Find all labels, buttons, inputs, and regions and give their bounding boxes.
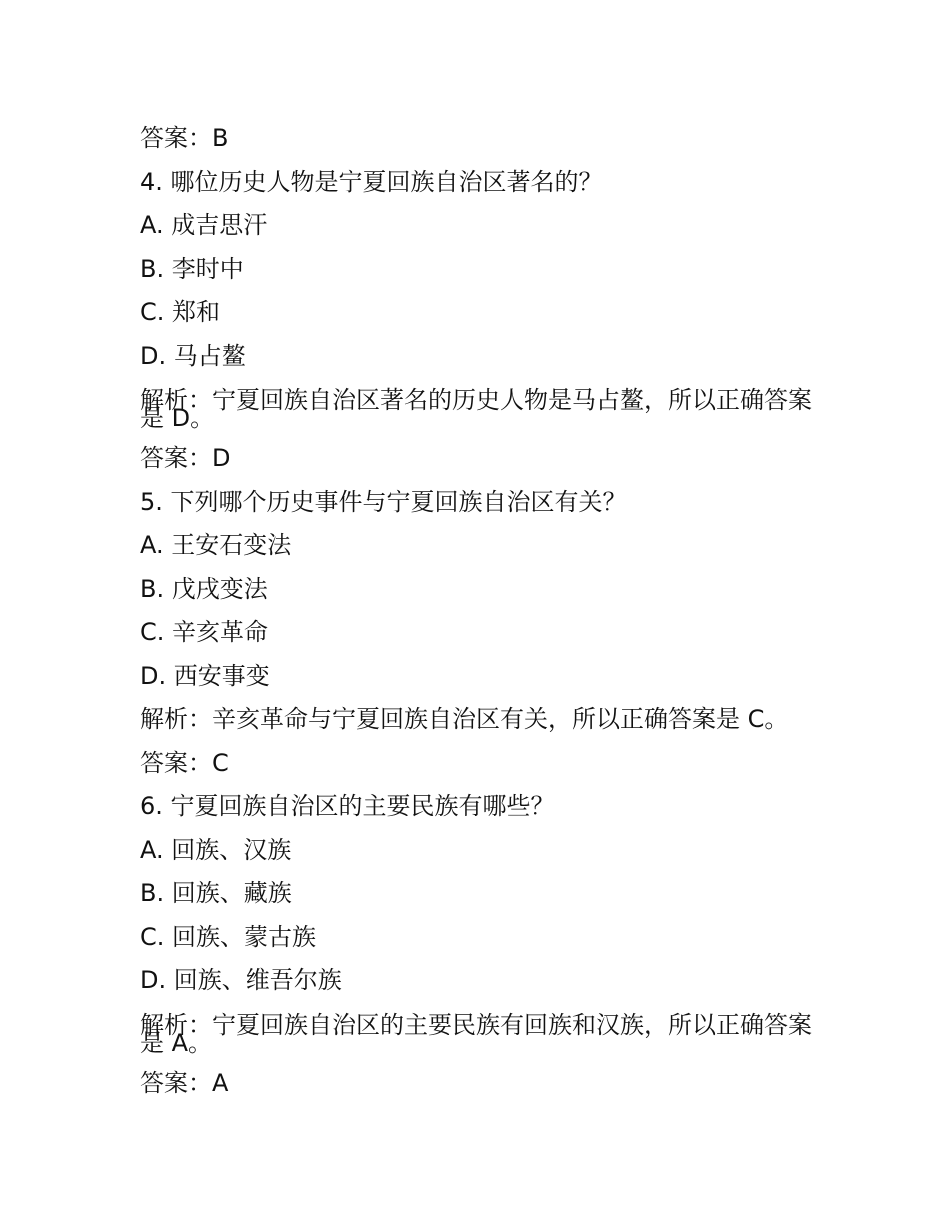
analysis-paragraph: 解析：宁夏回族自治区的主要民族有回族和汉族，所以正确答案是 A。: [140, 1010, 812, 1057]
option-line: D. 马占鳌: [140, 341, 246, 370]
option-line: A. 成吉思汗: [140, 211, 268, 239]
option-line: D. 回族、维吾尔族: [140, 966, 342, 994]
option-line: A. 回族、汉族: [140, 835, 292, 864]
option-line: B. 李时中: [140, 254, 244, 283]
answer-line: 答案：A: [140, 1068, 229, 1097]
analysis-line: 解析：辛亥革命与宁夏回族自治区有关，所以正确答案是 C。: [140, 705, 789, 733]
answer-line: 答案：D: [140, 444, 231, 472]
option-line: C. 辛亥革命: [140, 618, 269, 646]
option-line: B. 回族、藏族: [140, 879, 292, 907]
option-line: B. 戊戌变法: [140, 574, 268, 603]
question-6: 6. 宁夏回族自治区的主要民族有哪些？: [140, 792, 555, 820]
answer-line: 答案：B: [140, 124, 229, 152]
document-page: [140, 124, 820, 1112]
option-line: A. 王安石变法: [140, 531, 292, 559]
answer-line: 答案：C: [140, 748, 229, 777]
question-5: 5. 下列哪个历史事件与宁夏回族自治区有关？: [140, 487, 627, 516]
option-line: D. 西安事变: [140, 661, 270, 690]
question-4: 4. 哪位历史人物是宁夏回族自治区著名的？: [140, 167, 603, 196]
option-line: C. 郑和: [140, 298, 221, 326]
analysis-paragraph: 解析：宁夏回族自治区著名的历史人物是马占鳌，所以正确答案是 D。: [140, 386, 812, 432]
option-line: C. 回族、蒙古族: [140, 922, 317, 951]
